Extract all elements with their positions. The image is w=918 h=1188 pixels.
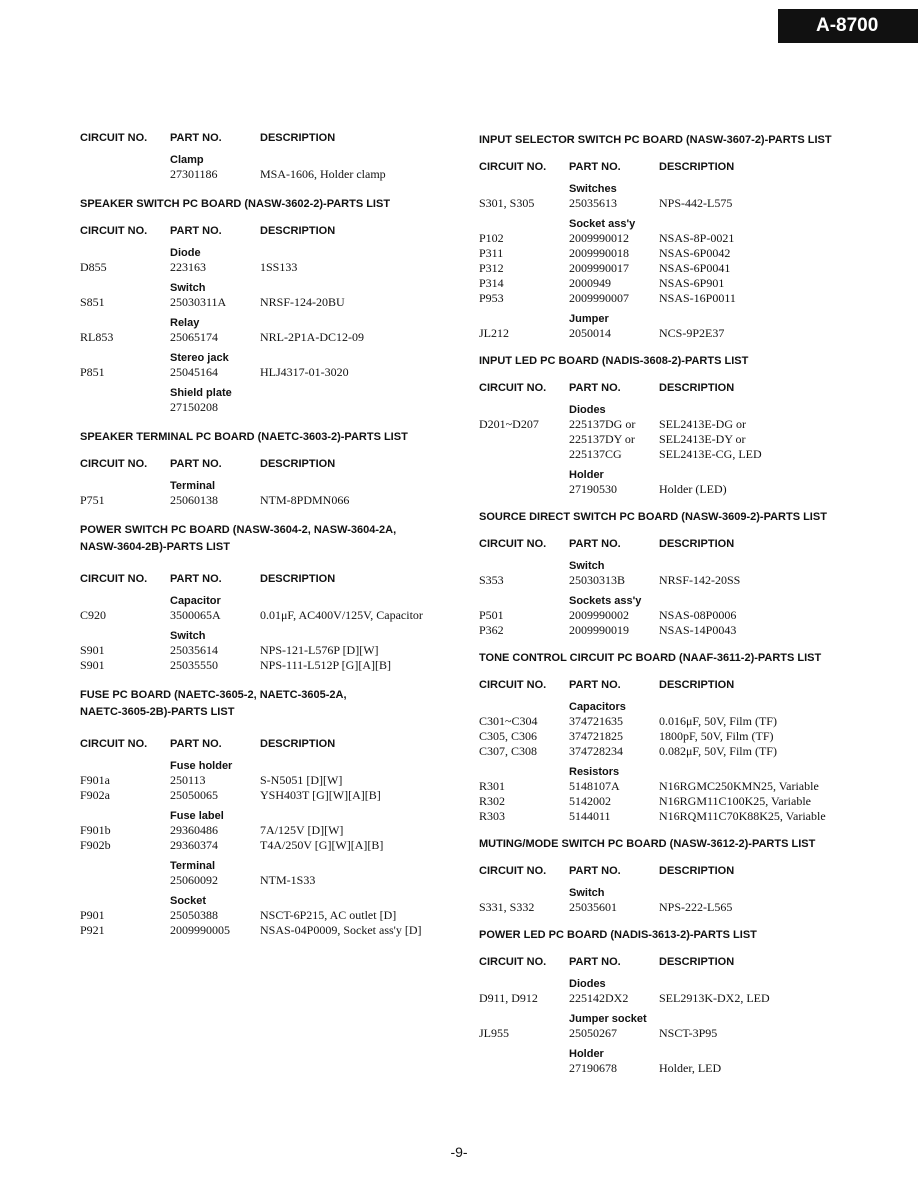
- parts-group: [80, 386, 460, 415]
- description-header: DESCRIPTION: [260, 738, 336, 750]
- category-label: Switch: [569, 887, 605, 899]
- column-header-row: [479, 537, 911, 551]
- description-cell: NSCT-6P215, AC outlet [D]: [260, 908, 397, 922]
- part-row: [479, 573, 911, 588]
- part-row: [80, 365, 460, 380]
- part-no-header: PART NO.: [170, 573, 222, 585]
- category-label: Fuse label: [170, 810, 224, 822]
- circuit-no-cell: [80, 873, 170, 888]
- parts-group: [479, 886, 911, 915]
- part-no-cell: 25035601: [569, 900, 617, 914]
- description-header: DESCRIPTION: [659, 956, 735, 968]
- right-column: [479, 132, 911, 1086]
- category-label: Stereo jack: [170, 352, 229, 364]
- column-header-row: [80, 224, 460, 238]
- part-row: [479, 623, 911, 638]
- parts-group: [479, 977, 911, 1006]
- part-no-cell: 25035613: [569, 196, 617, 210]
- category-label: Diode: [170, 247, 201, 259]
- part-no-cell: 2009990017: [569, 261, 629, 275]
- page-number: -9-: [450, 1144, 468, 1160]
- description-header: DESCRIPTION: [659, 538, 735, 550]
- part-row: [479, 231, 911, 246]
- description-cell: Holder, LED: [659, 1061, 722, 1075]
- part-row: [80, 773, 460, 788]
- section-title-line-1: POWER SWITCH PC BOARD (NASW-3604-2, NASW-3604-2A,: [80, 524, 397, 536]
- part-row: [80, 643, 460, 658]
- column-header-row: [479, 678, 911, 692]
- category-label: Jumper: [569, 313, 609, 325]
- part-row: [479, 809, 911, 824]
- part-no-cell: 374721825: [569, 729, 623, 743]
- speaker-terminal-section: [80, 429, 460, 508]
- description-cell: NSAS-04P0009, Socket ass'y [D]: [260, 923, 422, 937]
- part-no-cell: 2009990019: [569, 623, 629, 637]
- part-row: [80, 873, 460, 888]
- tone-control-section: [479, 650, 911, 824]
- part-no-header: PART NO.: [569, 382, 621, 394]
- part-no-cell: 3500065A: [170, 608, 221, 622]
- part-no-header: PART NO.: [170, 132, 222, 144]
- part-no-cell: 225142DX2: [569, 991, 629, 1005]
- part-no-cell: 27301186: [170, 167, 218, 181]
- part-no-cell: 25050065: [170, 788, 218, 802]
- part-row: [479, 794, 911, 809]
- category-label: Switches: [569, 183, 617, 195]
- description-cell: HLJ4317-01-3020: [260, 365, 349, 379]
- description-cell: NSAS-8P-0021: [659, 231, 735, 245]
- parts-group: [80, 859, 460, 888]
- section-title: SOURCE DIRECT SWITCH PC BOARD (NASW-3609-2)-PARTS LIST: [479, 511, 827, 523]
- circuit-no-cell: S353: [479, 573, 504, 587]
- parts-group: [479, 594, 911, 638]
- description-cell: 7A/125V [D][W]: [260, 823, 344, 837]
- description-cell: SEL2913K-DX2, LED: [659, 991, 770, 1005]
- description-cell: T4A/250V [G][W][A][B]: [260, 838, 384, 852]
- part-row: [479, 779, 911, 794]
- category-label: Jumper socket: [569, 1013, 647, 1025]
- circuit-no-cell: [479, 1061, 569, 1076]
- description-cell: NTM-1S33: [260, 873, 316, 887]
- part-no-cell: 25035614: [170, 643, 218, 657]
- part-row: [80, 608, 460, 623]
- part-row: [80, 838, 460, 853]
- parts-group: [479, 217, 911, 306]
- circuit-no-header: CIRCUIT NO.: [80, 573, 148, 585]
- part-no-header: PART NO.: [569, 538, 621, 550]
- power-switch-section: [80, 522, 460, 673]
- power-led-section: [479, 927, 911, 1076]
- part-row: [479, 1061, 911, 1076]
- circuit-no-cell: C307, C308: [479, 744, 538, 758]
- circuit-no-cell: C305, C306: [479, 729, 538, 743]
- part-row: [479, 291, 911, 306]
- model-number-tab: A-8700: [778, 9, 918, 43]
- circuit-no-header: CIRCUIT NO.: [479, 382, 547, 394]
- part-row: [80, 400, 460, 415]
- circuit-no-cell: D201~D207: [479, 417, 539, 431]
- category-label: Relay: [170, 317, 200, 329]
- circuit-no-cell: [479, 482, 569, 497]
- category-label: Shield plate: [170, 387, 232, 399]
- part-no-cell: 2050014: [569, 326, 611, 340]
- part-row: [479, 482, 911, 497]
- left-column: [80, 131, 460, 948]
- circuit-no-cell: P312: [479, 261, 504, 275]
- parts-group: [479, 403, 911, 462]
- part-no-cell: 2009990007: [569, 291, 629, 305]
- part-row: [479, 714, 911, 729]
- circuit-no-cell: P953: [479, 291, 504, 305]
- part-row: [80, 260, 460, 275]
- circuit-no-cell: [479, 447, 569, 462]
- part-no-cell: 223163: [170, 260, 206, 274]
- description-cell: NPS-442-L575: [659, 196, 733, 210]
- fuse-section: [80, 687, 460, 938]
- circuit-no-cell: D911, D912: [479, 991, 538, 1005]
- description-cell: NPS-111-L512P [G][A][B]: [260, 658, 391, 672]
- circuit-no-cell: [80, 400, 170, 415]
- circuit-no-cell: P751: [80, 493, 105, 507]
- circuit-no-header: CIRCUIT NO.: [479, 161, 547, 173]
- part-no-cell: 5148107A: [569, 779, 620, 793]
- part-no-header: PART NO.: [569, 865, 621, 877]
- description-cell: Holder (LED): [659, 482, 727, 496]
- parts-group: [479, 700, 911, 759]
- section-title: [80, 687, 460, 721]
- part-row: [80, 908, 460, 923]
- description-cell: NRSF-124-20BU: [260, 295, 345, 309]
- description-cell: NRSF-142-20SS: [659, 573, 741, 587]
- part-row: [479, 417, 911, 432]
- circuit-no-cell: P901: [80, 908, 105, 922]
- description-cell: SEL2413E-CG, LED: [659, 447, 762, 461]
- description-cell: NSAS-6P901: [659, 276, 725, 290]
- circuit-no-cell: S901: [80, 658, 105, 672]
- description-cell: NSCT-3P95: [659, 1026, 718, 1040]
- description-header: DESCRIPTION: [659, 161, 735, 173]
- parts-group: [80, 351, 460, 380]
- parts-group: [479, 1047, 911, 1076]
- parts-group: [479, 182, 911, 211]
- parts-group: [80, 316, 460, 345]
- circuit-no-cell: P102: [479, 231, 504, 245]
- column-header-row: [479, 864, 911, 878]
- column-header-row: [479, 160, 911, 174]
- part-row: [80, 923, 460, 938]
- parts-group: [80, 246, 460, 275]
- description-cell: S-N5051 [D][W]: [260, 773, 343, 787]
- section-title: SPEAKER TERMINAL PC BOARD (NAETC-3603-2)-PARTS LIST: [80, 431, 408, 443]
- parts-group: [479, 1012, 911, 1041]
- part-no-cell: 250113: [170, 773, 206, 787]
- description-cell: [260, 400, 460, 415]
- part-no-cell: 25045164: [170, 365, 218, 379]
- description-cell: NCS-9P2E37: [659, 326, 725, 340]
- section-title: INPUT LED PC BOARD (NADIS-3608-2)-PARTS LIST: [479, 355, 749, 367]
- parts-group: [80, 479, 460, 508]
- circuit-no-header: CIRCUIT NO.: [80, 458, 148, 470]
- circuit-no-header: CIRCUIT NO.: [479, 956, 547, 968]
- description-header: DESCRIPTION: [659, 382, 735, 394]
- part-no-header: PART NO.: [170, 738, 222, 750]
- description-cell: NSAS-6P0041: [659, 261, 731, 275]
- part-row: [80, 658, 460, 673]
- part-row: [479, 1026, 911, 1041]
- description-header: DESCRIPTION: [260, 132, 336, 144]
- circuit-no-cell: F902b: [80, 838, 111, 852]
- section-title: [80, 522, 460, 556]
- category-label: Capacitor: [170, 595, 221, 607]
- parts-group: [80, 594, 460, 623]
- category-label: Clamp: [170, 154, 204, 166]
- description-cell: NPS-121-L576P [D][W]: [260, 643, 379, 657]
- part-no-cell: 225137CG: [569, 447, 622, 461]
- part-row: [80, 167, 460, 182]
- description-header: DESCRIPTION: [260, 458, 336, 470]
- parts-group: [80, 281, 460, 310]
- description-cell: MSA-1606, Holder clamp: [260, 167, 386, 181]
- circuit-no-cell: P311: [479, 246, 504, 260]
- description-cell: NTM-8PDMN066: [260, 493, 350, 507]
- description-cell: 0.01μF, AC400V/125V, Capacitor: [260, 608, 423, 622]
- part-no-header: PART NO.: [569, 679, 621, 691]
- category-label: Switch: [569, 560, 605, 572]
- description-cell: N16RGM11C100K25, Variable: [659, 794, 811, 808]
- part-no-header: PART NO.: [170, 458, 222, 470]
- circuit-no-header: CIRCUIT NO.: [80, 132, 148, 144]
- description-cell: 1800pF, 50V, Film (TF): [659, 729, 774, 743]
- part-no-cell: 27190678: [569, 1061, 617, 1075]
- circuit-no-cell: P501: [479, 608, 504, 622]
- circuit-no-cell: R302: [479, 794, 506, 808]
- part-no-header: PART NO.: [170, 225, 222, 237]
- section-title-line-1: FUSE PC BOARD (NAETC-3605-2, NAETC-3605-2A,: [80, 689, 347, 701]
- part-no-cell: 25035550: [170, 658, 218, 672]
- part-no-cell: 5144011: [569, 809, 611, 823]
- description-cell: NSAS-6P0042: [659, 246, 731, 260]
- circuit-no-cell: F902a: [80, 788, 110, 802]
- category-label: Switch: [170, 282, 206, 294]
- section-title-line-2: NASW-3604-2B)-PARTS LIST: [80, 541, 230, 553]
- part-no-cell: 225137DG or: [569, 417, 636, 431]
- part-no-cell: 2000949: [569, 276, 611, 290]
- circuit-no-header: CIRCUIT NO.: [479, 865, 547, 877]
- part-no-cell: 27190530: [569, 482, 617, 496]
- part-row: [479, 246, 911, 261]
- circuit-no-header: CIRCUIT NO.: [80, 225, 148, 237]
- description-cell: NSAS-08P0006: [659, 608, 737, 622]
- part-no-cell: 25050267: [569, 1026, 617, 1040]
- parts-table-clamp: [80, 131, 460, 182]
- circuit-no-cell: S851: [80, 295, 105, 309]
- part-no-cell: 25060138: [170, 493, 218, 507]
- parts-group: [479, 312, 911, 341]
- part-row: [80, 823, 460, 838]
- part-no-cell: 2009990012: [569, 231, 629, 245]
- part-no-cell: 225137DY or: [569, 432, 635, 446]
- part-row: [479, 900, 911, 915]
- part-row: [479, 991, 911, 1006]
- circuit-no-cell: JL955: [479, 1026, 509, 1040]
- column-header-row: [479, 381, 911, 395]
- circuit-no-cell: F901a: [80, 773, 110, 787]
- column-header-row: [80, 457, 460, 471]
- description-header: DESCRIPTION: [260, 573, 336, 585]
- category-label: Socket ass'y: [569, 218, 636, 230]
- part-no-cell: 29360374: [170, 838, 218, 852]
- description-header: DESCRIPTION: [260, 225, 336, 237]
- circuit-no-cell: P921: [80, 923, 105, 937]
- parts-group: [80, 894, 460, 938]
- circuit-no-cell: RL853: [80, 330, 114, 344]
- circuit-no-cell: C920: [80, 608, 107, 622]
- part-no-cell: 2009990005: [170, 923, 230, 937]
- section-title: SPEAKER SWITCH PC BOARD (NASW-3602-2)-PARTS LIST: [80, 198, 391, 210]
- part-no-cell: 5142002: [569, 794, 611, 808]
- part-no-cell: 25050388: [170, 908, 218, 922]
- description-cell: 0.082μF, 50V, Film (TF): [659, 744, 777, 758]
- source-direct-section: [479, 509, 911, 638]
- input-led-section: [479, 353, 911, 497]
- circuit-no-cell: F901b: [80, 823, 111, 837]
- category-label: Diodes: [569, 978, 606, 990]
- part-row: [479, 729, 911, 744]
- part-no-cell: 25030311A: [170, 295, 227, 309]
- parts-group: [80, 759, 460, 803]
- description-cell: N16RQM11C70K88K25, Variable: [659, 809, 826, 823]
- category-label: Sockets ass'y: [569, 595, 642, 607]
- circuit-no-cell: S901: [80, 643, 105, 657]
- description-cell: 0.016μF, 50V, Film (TF): [659, 714, 777, 728]
- column-header-row: [479, 955, 911, 969]
- parts-group: [80, 809, 460, 853]
- part-row: [80, 330, 460, 345]
- section-title: TONE CONTROL CIRCUIT PC BOARD (NAAF-3611-2)-PARTS LIST: [479, 652, 822, 664]
- circuit-no-header: CIRCUIT NO.: [479, 679, 547, 691]
- circuit-no-header: CIRCUIT NO.: [479, 538, 547, 550]
- part-row: [80, 493, 460, 508]
- circuit-no-cell: [479, 432, 569, 447]
- circuit-no-cell: C301~C304: [479, 714, 538, 728]
- muting-mode-section: [479, 836, 911, 915]
- input-selector-section: [479, 132, 911, 341]
- part-row: [479, 326, 911, 341]
- description-cell: NSAS-16P0011: [659, 291, 736, 305]
- part-row: [80, 295, 460, 310]
- part-no-cell: 25065174: [170, 330, 218, 344]
- category-label: Fuse holder: [170, 760, 233, 772]
- parts-group: [80, 153, 460, 182]
- category-label: Switch: [170, 630, 206, 642]
- parts-group: [479, 468, 911, 497]
- section-title: MUTING/MODE SWITCH PC BOARD (NASW-3612-2)-PARTS LIST: [479, 838, 816, 850]
- parts-group: [479, 765, 911, 824]
- circuit-no-cell: JL212: [479, 326, 509, 340]
- part-no-cell: 2009990002: [569, 608, 629, 622]
- part-no-cell: 27150208: [170, 400, 218, 414]
- part-row: [479, 261, 911, 276]
- part-row: [80, 788, 460, 803]
- section-title: INPUT SELECTOR SWITCH PC BOARD (NASW-3607-2)-PARTS LIST: [479, 134, 832, 146]
- part-no-header: PART NO.: [569, 161, 621, 173]
- circuit-no-cell: S331, S332: [479, 900, 535, 914]
- category-label: Terminal: [170, 860, 216, 872]
- column-header-row: [80, 737, 460, 751]
- speaker-switch-section: [80, 196, 460, 415]
- part-row: [479, 276, 911, 291]
- circuit-no-cell: R303: [479, 809, 506, 823]
- description-header: DESCRIPTION: [659, 865, 735, 877]
- circuit-no-cell: [80, 167, 170, 182]
- column-header-row: [80, 572, 460, 586]
- category-label: Terminal: [170, 480, 216, 492]
- section-title-line-2: NAETC-3605-2B)-PARTS LIST: [80, 706, 235, 718]
- circuit-no-header: CIRCUIT NO.: [80, 738, 148, 750]
- description-cell: SEL2413E-DY or: [659, 432, 746, 446]
- description-cell: SEL2413E-DG or: [659, 417, 746, 431]
- part-no-cell: 25030313B: [569, 573, 626, 587]
- parts-group: [479, 559, 911, 588]
- column-header-row: [80, 131, 460, 145]
- circuit-no-cell: D855: [80, 260, 107, 274]
- category-label: Capacitors: [569, 701, 626, 713]
- part-no-header: PART NO.: [569, 956, 621, 968]
- part-row: [479, 432, 911, 447]
- description-cell: 1SS133: [260, 260, 298, 274]
- description-cell: YSH403T [G][W][A][B]: [260, 788, 381, 802]
- circuit-no-cell: R301: [479, 779, 506, 793]
- category-label: Holder: [569, 1048, 604, 1060]
- part-row: [479, 608, 911, 623]
- circuit-no-cell: P362: [479, 623, 504, 637]
- part-no-cell: 374728234: [569, 744, 623, 758]
- category-label: Resistors: [569, 766, 620, 778]
- part-no-cell: 25060092: [170, 873, 218, 887]
- description-cell: NPS-222-L565: [659, 900, 733, 914]
- part-no-cell: 29360486: [170, 823, 218, 837]
- part-row: [479, 196, 911, 211]
- part-row: [479, 447, 911, 462]
- description-cell: NRL-2P1A-DC12-09: [260, 330, 364, 344]
- circuit-no-cell: S301, S305: [479, 196, 535, 210]
- description-header: DESCRIPTION: [659, 679, 735, 691]
- description-cell: NSAS-14P0043: [659, 623, 737, 637]
- category-label: Socket: [170, 895, 207, 907]
- part-row: [479, 744, 911, 759]
- category-label: Holder: [569, 469, 604, 481]
- parts-group: [80, 629, 460, 673]
- description-cell: N16RGMC250KMN25, Variable: [659, 779, 819, 793]
- part-no-cell: 2009990018: [569, 246, 629, 260]
- circuit-no-cell: P851: [80, 365, 105, 379]
- category-label: Diodes: [569, 404, 606, 416]
- section-title: POWER LED PC BOARD (NADIS-3613-2)-PARTS LIST: [479, 929, 757, 941]
- circuit-no-cell: P314: [479, 276, 504, 290]
- part-no-cell: 374721635: [569, 714, 623, 728]
